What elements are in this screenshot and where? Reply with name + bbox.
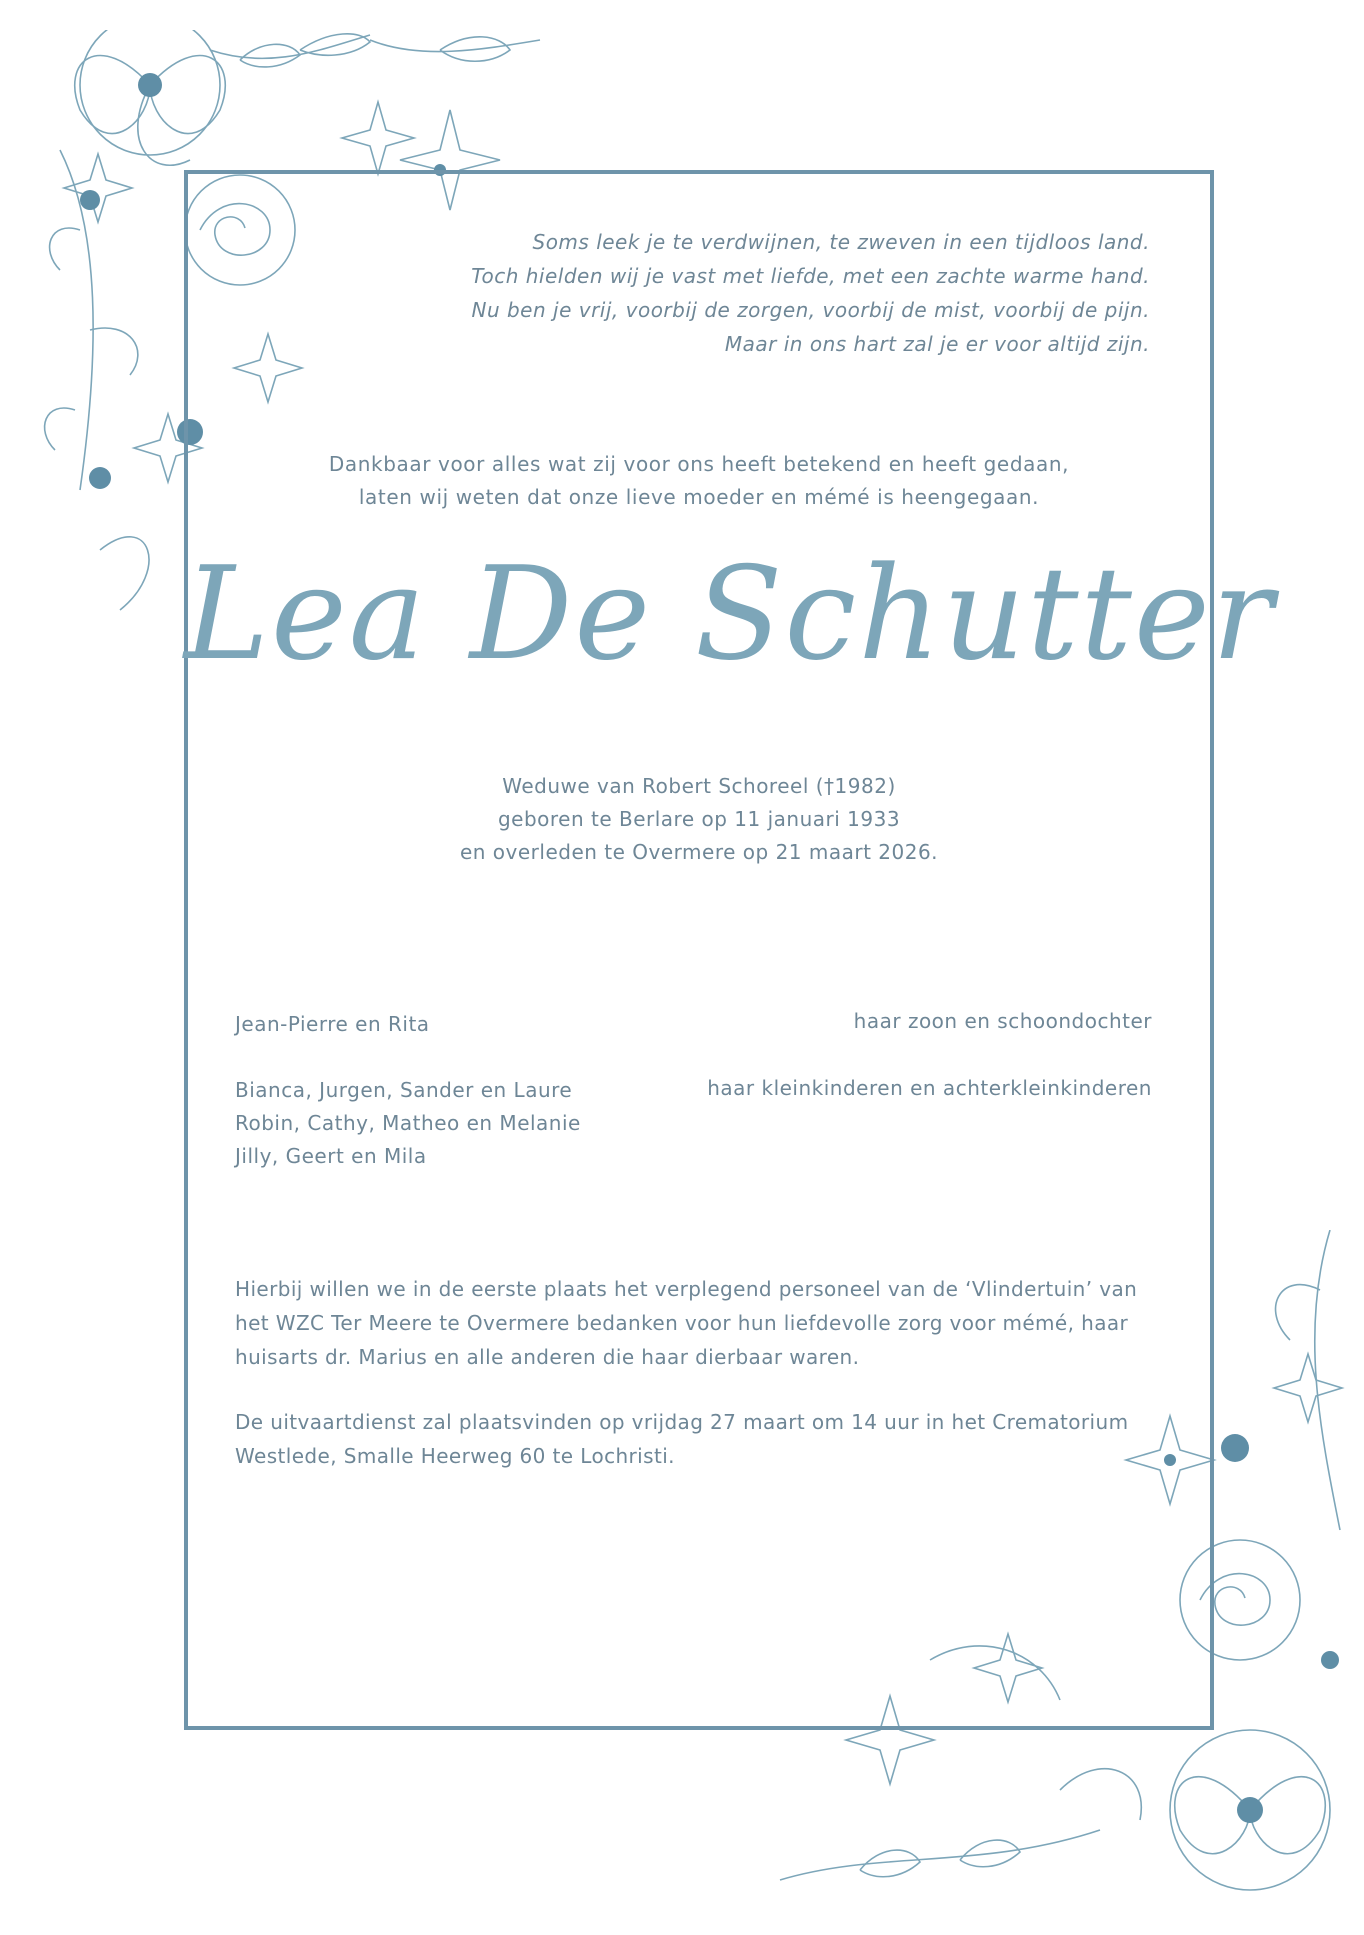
- service-paragraph: [235, 1405, 1165, 1473]
- family-names-1: [235, 1008, 430, 1041]
- service-line: Westlede, Smalle Heerweg 60 te Lochristi.: [235, 1444, 675, 1468]
- service-line: De uitvaartdienst zal plaatsvinden op vrijdag 27 maart om 14 uur in het Crematorium: [235, 1410, 1129, 1434]
- border-frame: [184, 170, 1275, 1730]
- family-name-line: Bianca, Jurgen, Sander en Laure: [235, 1078, 573, 1102]
- details-line: en overleden te Overmere op 21 maart 2026.: [459, 840, 939, 864]
- details-line: geboren te Berlare op 11 januari 1933: [497, 807, 901, 831]
- intro-line: laten wij weten dat onze lieve moeder en mémé is heengegaan.: [358, 485, 1040, 509]
- thanks-line: huisarts dr. Marius en alle anderen die haar dierbaar waren.: [235, 1345, 860, 1369]
- family-relation-2: haar kleinkinderen en achterkleinkinderen: [707, 1076, 1152, 1100]
- deceased-name: Lea De Schutter: [184, 540, 1275, 689]
- poem: [300, 225, 1150, 361]
- thanks-line: het WZC Ter Meere te Overmere bedanken voor hun liefdevolle zorg voor mémé, haar: [235, 1311, 1129, 1335]
- poem-line: Nu ben je vrij, voorbij de zorgen, voorbij de mist, voorbij de pijn.: [471, 298, 1150, 322]
- thanks-line: Hierbij willen we in de eerste plaats het verplegend personeel van de ‘Vlindertuin’ van: [235, 1277, 1138, 1301]
- family-relation-1: haar zoon en schoondochter: [853, 1009, 1152, 1033]
- family-name-line: Robin, Cathy, Matheo en Melanie: [235, 1111, 581, 1135]
- family-name-line: Jean-Pierre en Rita: [235, 1012, 430, 1036]
- poem-line: Soms leek je te verdwijnen, te zweven in een tijdloos land.: [532, 230, 1150, 254]
- life-details: [184, 770, 1214, 869]
- family-name-line: Jilly, Geert en Mila: [235, 1144, 427, 1168]
- intro-text: [184, 448, 1214, 514]
- family-names-2: [235, 1074, 581, 1173]
- poem-line: Toch hielden wij je vast met liefde, met een zachte warme hand.: [471, 264, 1150, 288]
- thanks-paragraph: [235, 1272, 1165, 1374]
- poem-line: Maar in ons hart zal je er voor altijd zijn.: [724, 332, 1150, 356]
- details-line: Weduwe van Robert Schoreel (†1982): [502, 774, 896, 798]
- intro-line: Dankbaar voor alles wat zij voor ons heeft betekend en heeft gedaan,: [328, 452, 1070, 476]
